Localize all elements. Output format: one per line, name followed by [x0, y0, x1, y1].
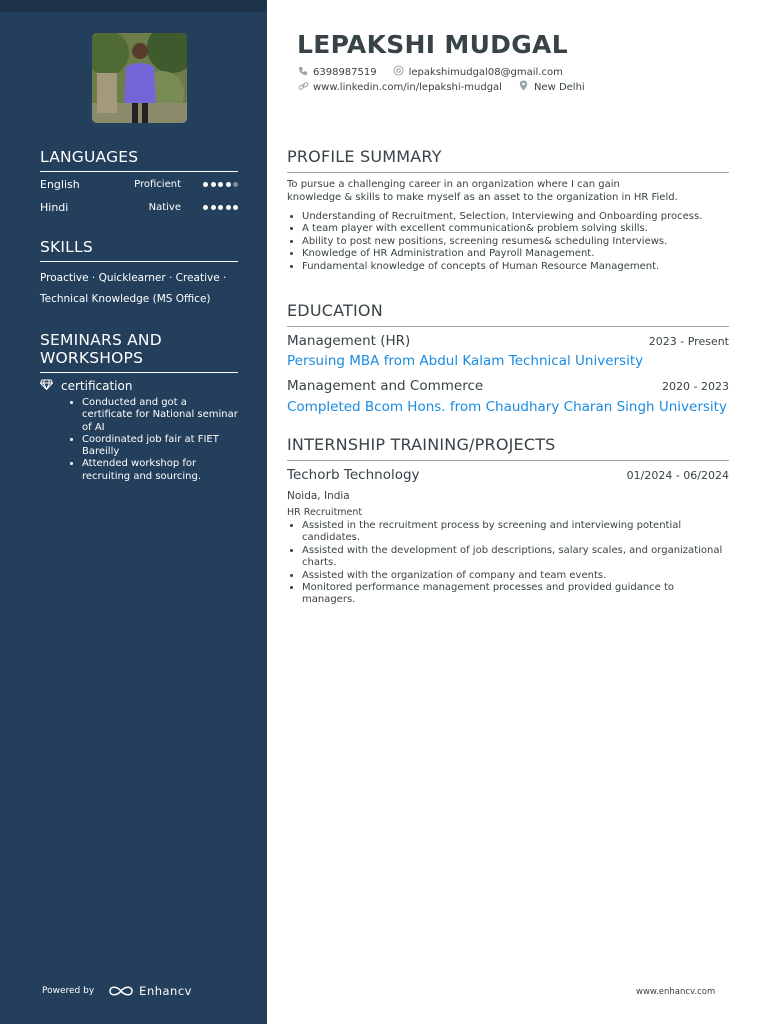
- link-icon: [297, 81, 309, 94]
- certification-list: [82, 397, 238, 483]
- education-section: [287, 302, 729, 415]
- linkedin-url[interactable]: www.linkedin.com/in/lepakshi-mudgal: [313, 81, 502, 93]
- language-proficiency-dots: [203, 205, 238, 210]
- list-item: • Monitored performance management processes and provided guidance to managers.: [302, 582, 729, 607]
- company-name: Techorb Technology: [287, 467, 420, 483]
- list-item: • Assisted with the organization of company and team events.: [302, 570, 729, 582]
- language-row-hindi: [40, 201, 238, 224]
- summary-text: [287, 179, 729, 204]
- list-item: • Assisted with the development of job descriptions, salary scales, and organizational charts.: [302, 545, 729, 570]
- section-title: INTERNSHIP TRAINING/PROJECTS: [287, 436, 729, 461]
- footer-url[interactable]: www.enhancv.com: [636, 987, 716, 997]
- seminars-section: [40, 331, 238, 483]
- internship-location: Noida, India: [287, 490, 350, 502]
- degree: Management and Commerce: [287, 378, 484, 394]
- phone-number[interactable]: 6398987519: [313, 66, 377, 78]
- powered-by-label: Powered by: [42, 986, 95, 996]
- seminars-title: [40, 331, 238, 373]
- section-title: PROFILE SUMMARY: [287, 148, 729, 173]
- powered-by: [42, 984, 192, 998]
- email-address[interactable]: lepakshimudgal08@gmail.com: [408, 66, 563, 78]
- phone-icon: [297, 66, 309, 79]
- diamond-icon: [40, 379, 53, 393]
- list-item: • Attended workshop for recruiting and sourcing.: [82, 458, 238, 483]
- education-dates: 2023 - Present: [648, 335, 729, 348]
- sidebar: [0, 0, 267, 1024]
- enhancv-logo[interactable]: [108, 984, 192, 998]
- list-item: • A team player with excellent communication& problem solving skills.: [302, 223, 729, 235]
- skills-line: Technical Knowledge (MS Office): [40, 293, 211, 305]
- skills-list: [40, 268, 238, 310]
- language-name: Hindi: [40, 201, 69, 214]
- languages-title: LANGUAGES: [40, 148, 238, 172]
- language-row-english: [40, 178, 238, 201]
- education-entry: [287, 378, 729, 415]
- skills-title: SKILLS: [40, 238, 238, 262]
- skills-line: Proactive · Quicklearner · Creative ·: [40, 272, 227, 284]
- section-title: EDUCATION: [287, 302, 729, 327]
- list-item: • Conducted and got a certificate for National seminar of AI: [82, 397, 238, 434]
- school-name[interactable]: Persuing MBA from Abdul Kalam Technical University: [287, 353, 644, 369]
- language-name: English: [40, 178, 80, 191]
- internship-entry: [287, 467, 729, 607]
- education-dates: 2020 - 2023: [662, 380, 729, 393]
- internship-dates: 01/2024 - 06/2024: [626, 469, 729, 482]
- list-item: • Knowledge of HR Administration and Payroll Management.: [302, 248, 729, 260]
- education-entry: [287, 333, 729, 369]
- profile-summary-section: [287, 148, 729, 273]
- list-item: • Ability to post new positions, screening resumes& scheduling Interviews.: [302, 236, 729, 248]
- internship-section: [287, 436, 729, 607]
- enhancv-logo-icon: [108, 984, 134, 998]
- list-item: • Assisted in the recruitment process by screening and interviewing potential candidates.: [302, 520, 729, 545]
- summary-bullets: [302, 211, 729, 273]
- location-pin-icon: [518, 80, 530, 94]
- profile-photo: [92, 33, 187, 123]
- seminars-title-line: WORKSHOPS: [40, 349, 144, 367]
- internship-bullets: [302, 520, 729, 607]
- internship-role: HR Recruitment: [287, 507, 363, 518]
- language-level: Proficient: [134, 179, 181, 190]
- certification-header: [40, 379, 238, 393]
- list-item: • Understanding of Recruitment, Selection, Interviewing and Onboarding process.: [302, 211, 729, 223]
- languages-section: [40, 148, 238, 224]
- contact-line-2: [297, 80, 585, 94]
- certification-title: certification: [61, 379, 133, 393]
- school-name[interactable]: Completed Bcom Hons. from Chaudhary Charan Singh University: [287, 399, 727, 415]
- list-item: • Coordinated job fair at FIET Bareilly: [82, 434, 238, 459]
- degree: Management (HR): [287, 333, 411, 349]
- contact-line-1: [297, 65, 563, 79]
- location: New Delhi: [533, 81, 585, 93]
- summary-line: knowledge & skills to make myself as an asset to the organization in HR Field.: [287, 191, 678, 203]
- candidate-name: LEPAKSHI MUDGAL: [297, 30, 568, 59]
- list-item: • Fundamental knowledge of concepts of Human Resource Management.: [302, 261, 729, 273]
- sidebar-top-band: [0, 0, 267, 12]
- enhancv-brand: Enhancv: [139, 984, 192, 998]
- seminars-title-line: SEMINARS AND: [40, 331, 162, 349]
- at-icon: [393, 65, 405, 79]
- language-level: Native: [148, 202, 181, 213]
- summary-line: To pursue a challenging career in an organization where I can gain: [287, 179, 620, 190]
- skills-section: [40, 238, 238, 310]
- language-proficiency-dots: [203, 182, 238, 187]
